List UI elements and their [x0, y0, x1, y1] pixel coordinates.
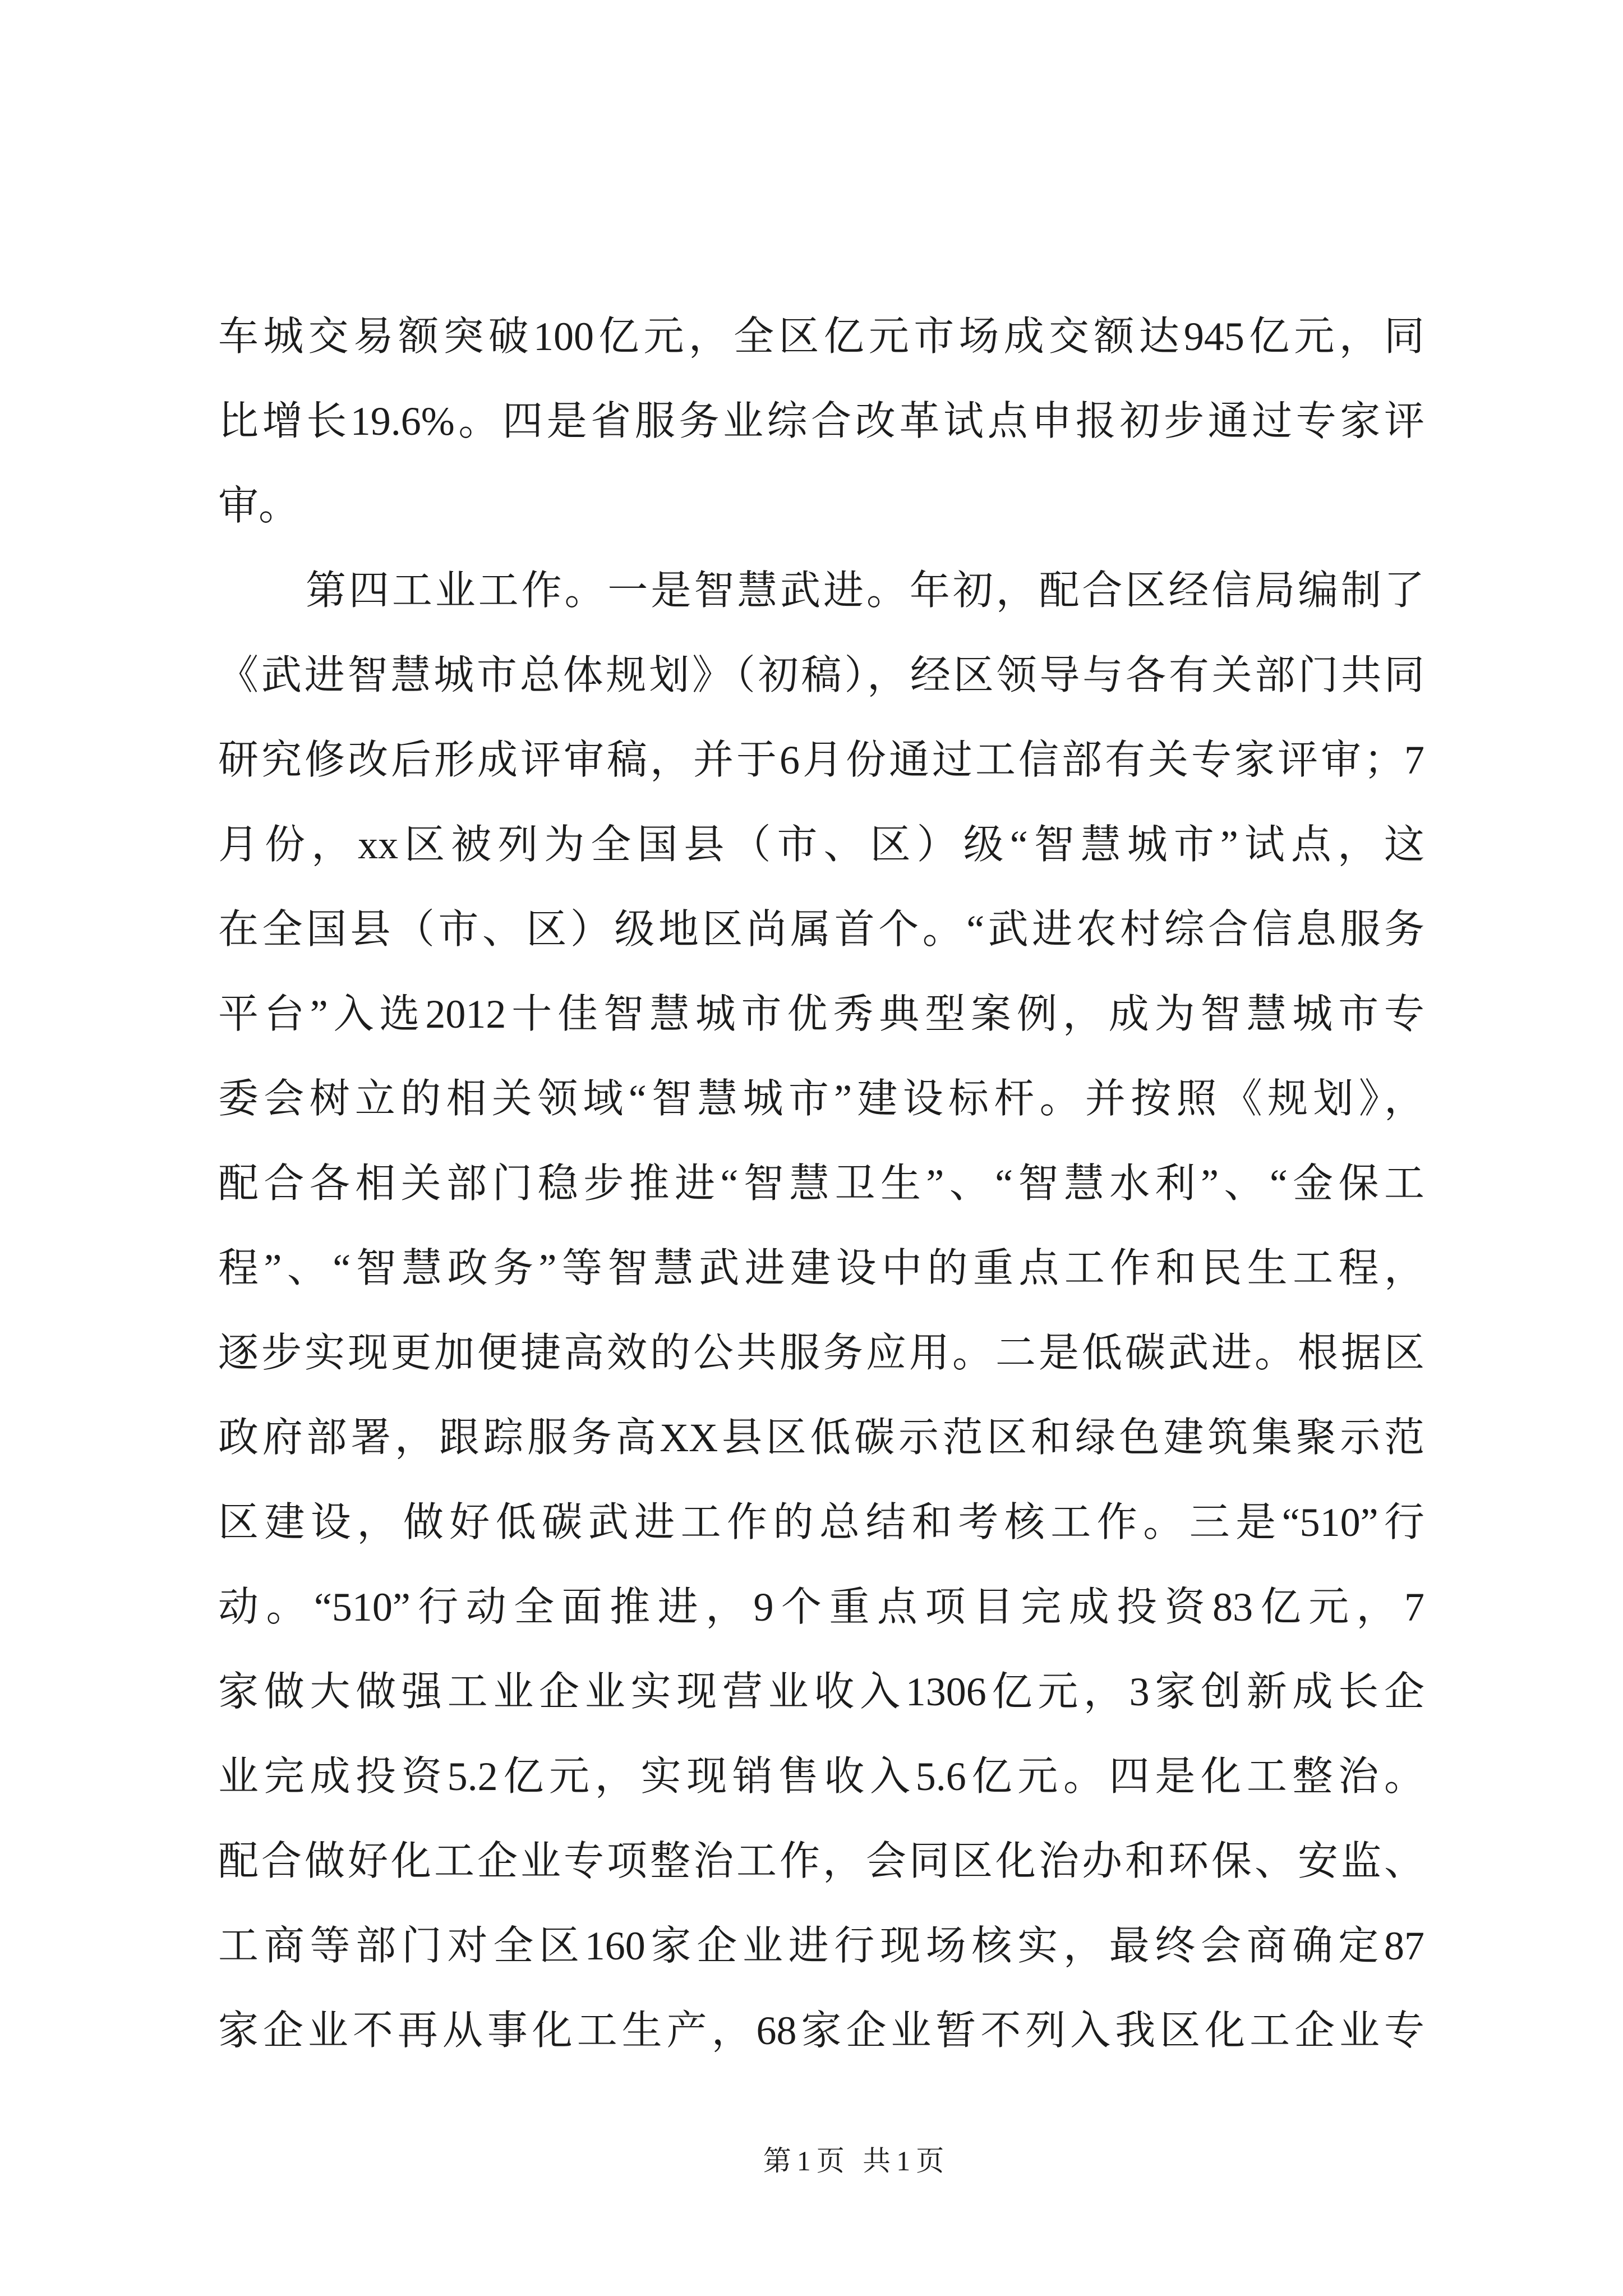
text-line: 家企业不再从事化工生产，68家企业暂不列入我区化工企业专 — [218, 2008, 1424, 2053]
text-line: 第四工业工作。一是智慧武进。年初，配合区经信局编制了 — [306, 568, 1424, 613]
text-line: 配合做好化工企业专项整治工作，会同区化治办和环保、安监、 — [218, 1839, 1424, 1884]
text-line: 工商等部门对全区160家企业进行现场核实，最终会商确定87 — [218, 1924, 1424, 1968]
text-line: 委会树立的相关领域“智慧城市”建设标杆。并按照《规划》， — [218, 1076, 1424, 1121]
text-line: 区建设，做好低碳武进工作的总结和考核工作。三是“510”行 — [218, 1500, 1424, 1545]
page-footer: 第1页 共1页 — [763, 2145, 950, 2177]
text-line: 《武进智慧城市总体规划》（初稿），经区领导与各有关部门共同 — [218, 653, 1424, 698]
text-line: 研究修改后形成评审稿，并于6月份通过工信部有关专家评审；7 — [218, 738, 1424, 783]
text-line: 配合各相关部门稳步推进“智慧卫生”、“智慧水利”、“金保工 — [218, 1161, 1424, 1206]
text-line: 平台”入选2012十佳智慧城市优秀典型案例，成为智慧城市专 — [218, 992, 1424, 1037]
body-text — [218, 295, 1424, 2073]
text-line: 动。“510”行动全面推进，9个重点项目完成投资83亿元，7 — [218, 1585, 1424, 1630]
text-line: 家做大做强工业企业实现营业收入1306亿元，3家创新成长企 — [218, 1669, 1424, 1714]
text-line: 政府部署，跟踪服务高XX县区低碳示范区和绿色建筑集聚示范 — [218, 1415, 1424, 1460]
text-line: 在全国县（市、区）级地区尚属首个。“武进农村综合信息服务 — [218, 907, 1424, 952]
text-line: 月份，xx区被列为全国县（市、区）级“智慧城市”试点，这 — [218, 822, 1424, 867]
text-line: 程”、“智慧政务”等智慧武进建设中的重点工作和民生工程， — [218, 1246, 1424, 1291]
text-line: 车城交易额突破100亿元，全区亿元市场成交额达945亿元，同 — [218, 314, 1424, 359]
text-line: 比增长19.6%。四是省服务业综合改革试点申报初步通过专家评 — [218, 399, 1424, 444]
text-line: 业完成投资5.2亿元，实现销售收入5.6亿元。四是化工整治。 — [218, 1754, 1424, 1799]
text-line: 审。 — [218, 484, 299, 528]
text-line: 逐步实现更加便捷高效的公共服务应用。二是低碳武进。根据区 — [218, 1331, 1424, 1375]
